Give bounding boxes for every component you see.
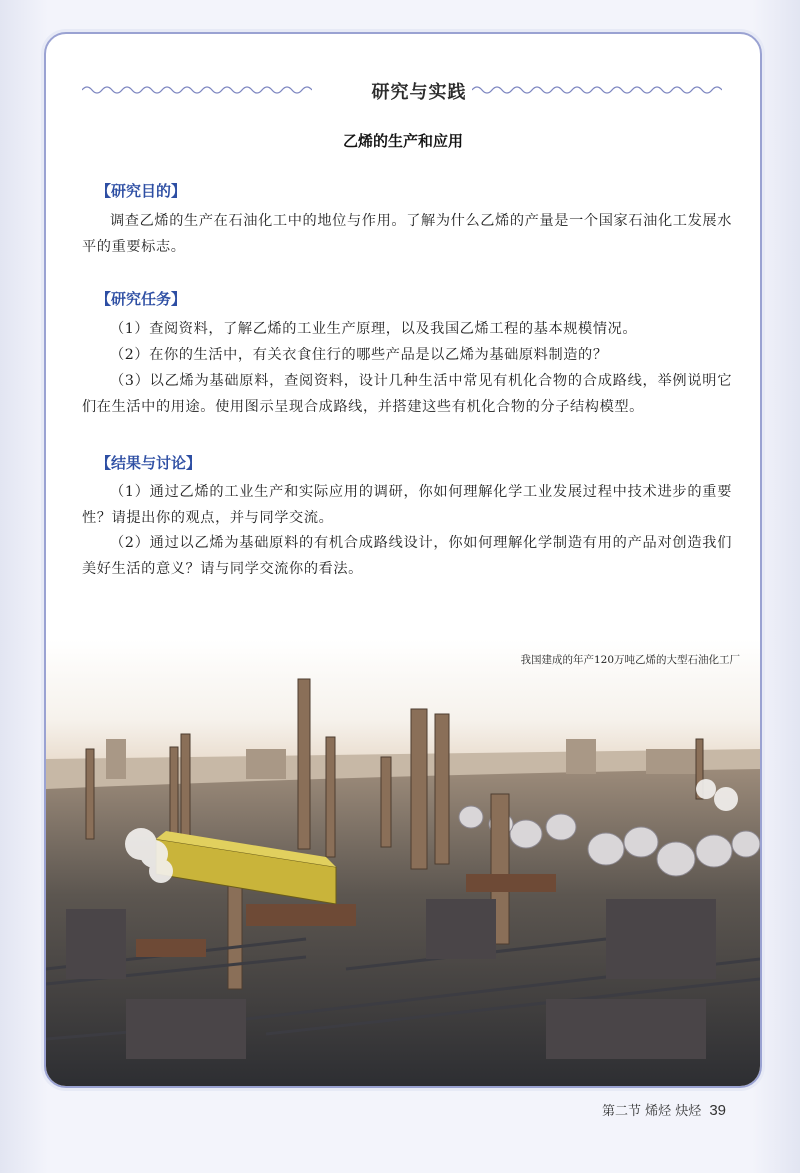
task-item-2: （2）在你的生活中，有关衣食住行的哪些产品是以乙烯为基础原料制造的？	[110, 347, 608, 363]
wavy-divider-right	[472, 84, 722, 96]
photo-caption: 我国建成的年产120万吨乙烯的大型石油化工厂	[520, 654, 740, 666]
section-title-row	[82, 78, 722, 102]
discussion-heading: 【结果与讨论】	[96, 454, 202, 472]
page-number: 39	[709, 1102, 726, 1119]
discussion-item-1: （1）通过乙烯的工业生产和实际应用的调研，你如何理解化学工业发展过程中技术进步的重要性？请提出你的观点，并与同学交流。	[82, 484, 732, 526]
page-title: 乙烯的生产和应用	[342, 132, 463, 150]
purpose-text: 调查乙烯的生产在石油化工中的地位与作用。了解为什么乙烯的产量是一个国家石油化工发展水平的重要标志。	[82, 213, 732, 255]
task-item-1: （1）查阅资料，了解乙烯的工业生产原理，以及我国乙烯工程的基本规模情况。	[110, 321, 638, 337]
discussion-item-2: （2）通过以乙烯为基础原料的有机合成路线设计，你如何理解化学制造有用的产品对创造我们美好生活的意义？请与同学交流你的看法。	[82, 535, 732, 577]
petrochemical-plant-photo	[46, 639, 760, 1086]
task-item-3: （3）以乙烯为基础原料，查阅资料，设计几种生活中常见有机化合物的合成路线，举例说明它们在生活中的用途。使用图示呈现合成路线，并搭建这些有机化合物的分子结构模型。	[82, 373, 732, 415]
section-title: 研究与实践	[371, 82, 467, 103]
content-card	[44, 32, 762, 1088]
wavy-divider-left	[82, 84, 312, 96]
footer-section: 第二节 烯烃 炔烃	[602, 1104, 702, 1119]
tasks-heading: 【研究任务】	[96, 290, 187, 308]
purpose-heading: 【研究目的】	[96, 182, 187, 200]
page-footer	[602, 1100, 726, 1119]
